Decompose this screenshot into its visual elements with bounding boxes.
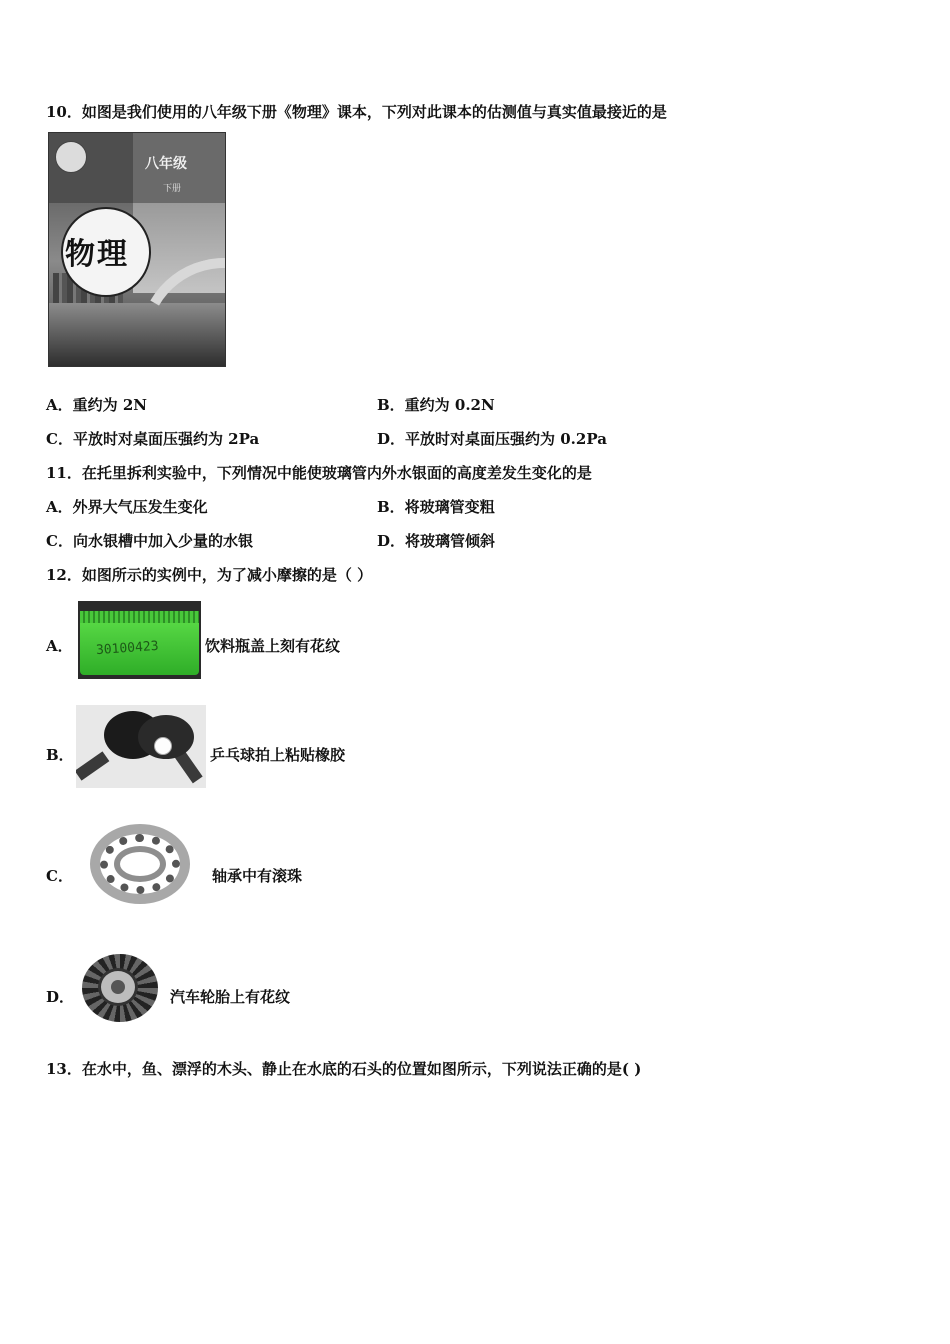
question-13-stem: 13．在水中，鱼、漂浮的木头、静止在水底的石头的位置如图所示，下列说法正确的是( ) <box>46 1060 642 1078</box>
physics-textbook-cover-image <box>48 132 226 367</box>
question-11-option-a: A．外界大气压发生变化 <box>46 498 208 516</box>
question-12-option-a-letter: A． <box>46 637 73 655</box>
question-12-option-c-letter: C． <box>46 867 73 885</box>
car-tire-image <box>80 952 160 1024</box>
ball-bearing-image <box>78 822 202 906</box>
question-10-option-b: B．重约为 0.2N <box>377 396 495 414</box>
question-12-option-a-caption: 饮料瓶盖上刻有花纹 <box>205 637 341 655</box>
question-12-option-c-caption: 轴承中有滚珠 <box>212 867 303 885</box>
question-11-option-b: B．将玻璃管变粗 <box>377 498 495 516</box>
cover-volume: 下册 <box>163 184 182 194</box>
cover-grade: 八年级 <box>145 156 187 172</box>
question-12-option-b-caption: 乒乓球拍上粘贴橡胶 <box>210 746 346 764</box>
bottle-cap-image: 30100423 <box>78 601 201 679</box>
question-12-stem: 12．如图所示的实例中，为了减小摩擦的是（ ） <box>46 566 373 584</box>
question-10-stem: 10．如图是我们使用的八年级下册《物理》课本，下列对此课本的估测值与真实值最接近的是 <box>46 103 667 121</box>
question-10-option-a: A．重约为 2N <box>46 396 148 414</box>
question-12-option-b-letter: B． <box>46 746 74 764</box>
publisher-logo-icon <box>55 141 87 173</box>
ping-pong-paddle-image <box>76 705 206 788</box>
question-11-option-d: D．将玻璃管倾斜 <box>377 532 496 550</box>
question-11-stem: 11．在托里拆利实验中，下列情况中能使玻璃管内外水银面的高度差发生变化的是 <box>46 464 592 482</box>
question-12-option-d-letter: D． <box>46 988 75 1006</box>
question-11-option-c: C．向水银槽中加入少量的水银 <box>46 532 253 550</box>
question-12-option-d-caption: 汽车轮胎上有花纹 <box>170 988 291 1006</box>
question-10-option-c: C．平放时对桌面压强约为 2Pa <box>46 430 260 448</box>
question-10-option-d: D．平放时对桌面压强约为 0.2Pa <box>377 430 607 448</box>
cover-title: 物理 <box>65 237 129 272</box>
